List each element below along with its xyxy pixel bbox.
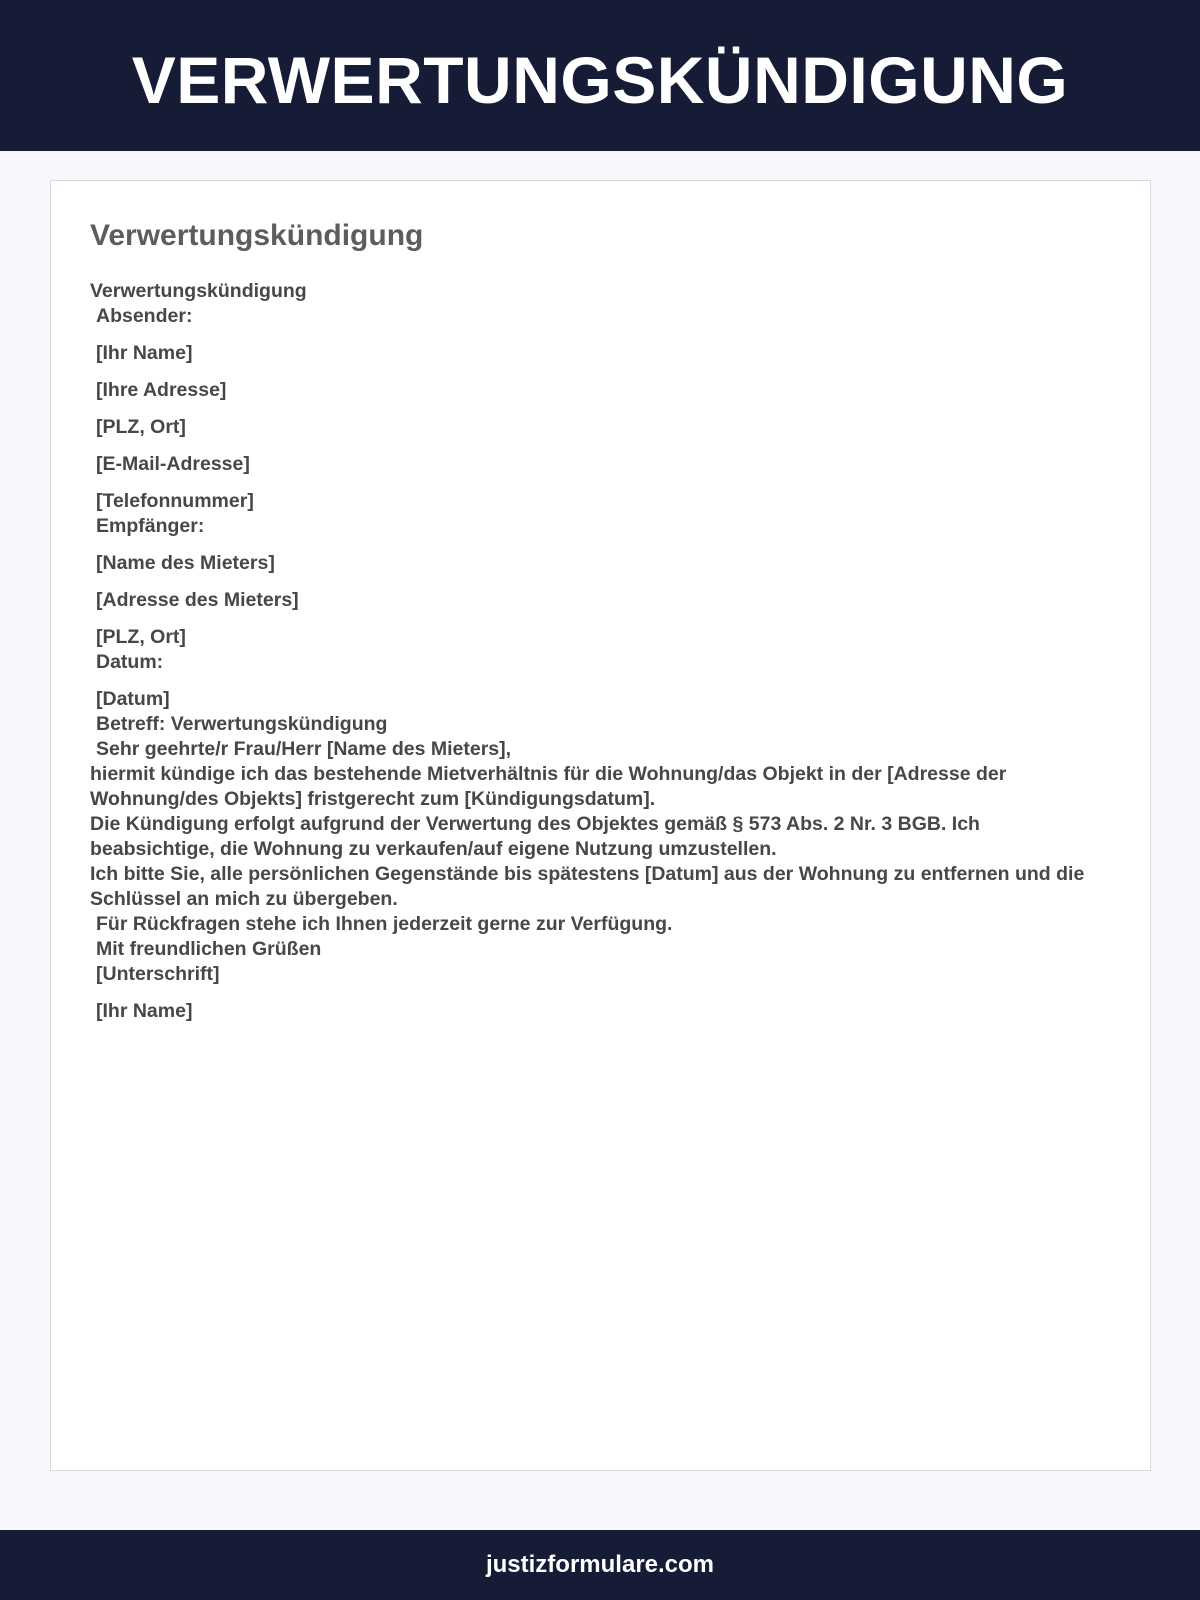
date-label: Datum: <box>96 651 164 673</box>
sender-city: [PLZ, Ort] <box>96 416 186 438</box>
recipient-address: [Adresse des Mieters] <box>96 589 299 611</box>
signer-name: [Ihr Name] <box>96 1000 193 1022</box>
sender-address: [Ihre Adresse] <box>96 379 227 401</box>
paragraph-questions: Für Rückfragen stehe ich Ihnen jederzeit gerne zur Verfügung. <box>96 913 673 935</box>
subject-line: Betreff: Verwertungskündigung <box>96 713 388 735</box>
letter-body <box>90 279 1100 1024</box>
paragraph-reason: Die Kündigung erfolgt aufgrund der Verwertung des Objektes gemäß § 573 Abs. 2 Nr. 3 BGB. Ich beabsichtige, die Wohnung zu verkaufen/auf eigene Nutzung umzustellen. <box>90 813 986 860</box>
recipient-label: Empfänger: <box>96 515 205 537</box>
sender-label: Absender: <box>96 305 193 327</box>
signature-placeholder: [Unterschrift] <box>96 963 220 985</box>
closing: Mit freundlichen Grüßen <box>96 938 322 960</box>
recipient-name: [Name des Mieters] <box>96 552 275 574</box>
letter-heading: Verwertungskündigung <box>90 280 307 302</box>
footer-site-link[interactable]: justizformulare.com <box>485 1551 715 1578</box>
sender-name: [Ihr Name] <box>96 342 193 364</box>
paragraph-request: Ich bitte Sie, alle persönlichen Gegenstände bis spätestens [Datum] aus der Wohnung zu entfernen und die Schlüssel an mich zu übergeben. <box>90 863 1090 910</box>
sender-phone: [Telefonnummer] <box>96 490 254 512</box>
document-paper <box>50 180 1151 1471</box>
header-title: VERWERTUNGSKÜNDIGUNG <box>131 42 1069 117</box>
page-footer <box>0 1530 1200 1600</box>
recipient-city: [PLZ, Ort] <box>96 626 186 648</box>
sender-email: [E-Mail-Adresse] <box>96 453 250 475</box>
document-title: Verwertungskündigung <box>90 219 424 252</box>
page-header <box>0 0 1200 151</box>
salutation: Sehr geehrte/r Frau/Herr [Name des Mieters], <box>96 738 512 760</box>
date-value: [Datum] <box>96 688 170 710</box>
paragraph-termination: hiermit kündige ich das bestehende Mietverhältnis für die Wohnung/das Objekt in der [Adresse der Wohnung/des Objekts] fristgerecht zum [Kündigungsdatum]. <box>90 763 1012 810</box>
